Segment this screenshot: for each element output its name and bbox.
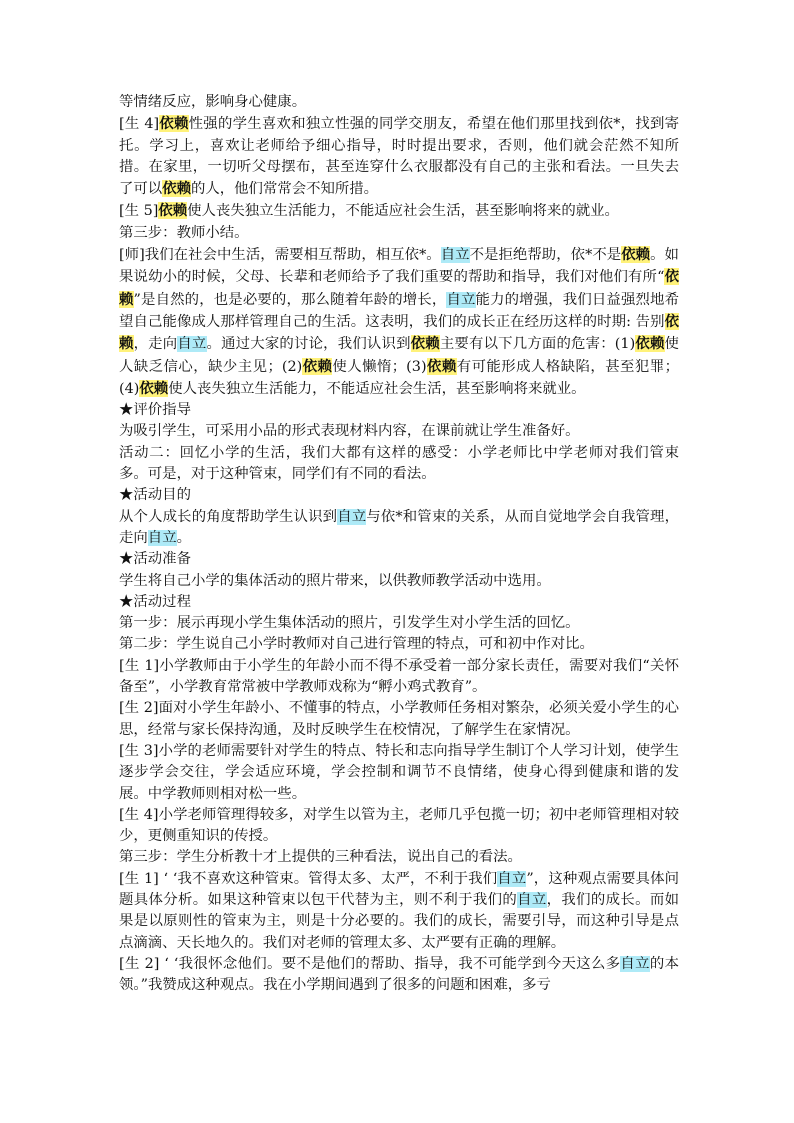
text-run: 第三步：教师小结。 — [119, 224, 249, 241]
text-run: [生 1]小学教师由于小学生的年龄小而不得不承受着一部分家长责任，需要对我们“关怀备至”，小学教育常常被中学教师戏称为“孵小鸡式教育”。 — [119, 657, 679, 696]
highlighted-term: 依赖 — [119, 312, 679, 353]
text-run: 能力的增强，我们日益强烈地希望自己能像成人那样管理自己的生活。这表明，我们的成长正在经历这样的时期: 告别 — [119, 291, 679, 330]
highlighted-term: 自立 — [517, 891, 547, 908]
text-run: [生 3]小学的老师需要针对学生的特点、特长和志向指导学生制订个人学习计划，使学生逐步学会交往，学会适应环境，学会控制和调节不良情绪，使身心得到健康和谐的发展。中学教师则相对松一些。 — [119, 742, 679, 802]
text-run: 主要有以下几方面的危害：(1) — [439, 336, 636, 353]
paragraph — [119, 113, 679, 200]
text-run: 第一步：展示再现小学生集体活动的照片，引发学生对小学生活的回忆。 — [119, 615, 580, 632]
highlighted-term: 依赖 — [426, 357, 457, 375]
highlighted-term: 自立 — [446, 291, 476, 308]
highlighted-term: 自立 — [147, 529, 177, 546]
text-run: ★活动过程 — [119, 593, 191, 610]
highlighted-term: 依赖 — [159, 115, 189, 133]
paragraph — [119, 200, 679, 222]
text-run: ，我们的成长。而如果是以原则性的管束为主，则是十分必要的。我们的成长，需要引导，而这种引导是点点滴滴、天长地久的。我们对老师的管理太多、太严要有正确的理解。 — [119, 891, 679, 951]
text-run: ，走向 — [133, 336, 178, 353]
text-run: 活动二：回忆小学的生活，我们大都有这样的感受：小学老师比中学老师对我们管束多。可是，对于这种管束，同学们有不同的看法。 — [119, 444, 679, 483]
text-run: 的本领。”我赞成这种观点。我在小学期间遇到了很多的问题和困难，多亏 — [119, 955, 679, 994]
paragraph — [119, 698, 679, 741]
text-run: 。 — [176, 529, 191, 546]
highlighted-term: 自立 — [497, 870, 527, 887]
text-run: [生 2]面对小学生年龄小、不懂事的特点，小学教师任务相对繁杂，必须关爱小学生的心思，经常与家长保持沟通，及时反映学生在校情况，了解学生在家情况。 — [119, 700, 679, 738]
text-run: 等情绪反应，影响身心健康。 — [119, 94, 307, 110]
text-run: 与依*和管束的关系，从而自觉地学会自我管理，走向 — [119, 508, 679, 546]
paragraph — [119, 613, 679, 634]
paragraph — [119, 244, 679, 400]
highlighted-term: 依赖 — [410, 335, 440, 353]
paragraph — [119, 741, 679, 805]
text-run: 有可能形成人格缺陷，甚至犯罪；(4) — [119, 358, 679, 397]
text-run: [生 4] — [119, 116, 160, 133]
paragraph — [119, 869, 679, 954]
text-run: 。如果说幼小的时候，父母、长辈和老师给予了我们重要的帮助和指导，我们对他们有所“ — [119, 247, 679, 286]
text-run: 从个人成长的角度帮助学生认识到 — [119, 508, 338, 525]
paragraph — [119, 507, 679, 550]
paragraph — [119, 634, 679, 655]
text-run: 使人丧失独立生活能力，不能适应社会生活，甚至影响将来就业。 — [168, 380, 586, 397]
text-run: ★活动准备 — [119, 551, 191, 568]
highlighted-term: 自立 — [440, 247, 470, 264]
text-run: ★评价指导 — [119, 402, 191, 419]
text-run: 为吸引学生，可采用小品的形式表现材料内容，在课前就让学生准备好。 — [119, 423, 580, 440]
highlighted-term: 依赖 — [158, 202, 188, 220]
text-run: [生 2] ‘ ‘我很怀念他们。要不是他们的帮助、指导，我不可能学到今天这么多 — [119, 955, 621, 972]
text-run: 第二步：学生说自己小学时教师对自己进行管理的特点，可和初中作对比。 — [119, 636, 594, 653]
paragraph — [119, 847, 679, 868]
highlighted-term: 依赖 — [302, 357, 333, 375]
highlighted-term: 依赖 — [139, 379, 169, 397]
highlighted-term: 依赖 — [119, 268, 679, 308]
paragraph — [119, 443, 679, 486]
highlighted-term: 依赖 — [162, 180, 191, 198]
paragraph — [119, 805, 679, 848]
text-run: [生 1] ‘ ‘我不喜欢这种管束。管得太多、太严，不利于我们 — [119, 870, 498, 887]
text-run: [生 4]小学老师管理得较多，对学生以管为主，老师几乎包揽一切；初中老师管理相对较 少，更侧重知识的传授。 — [119, 806, 679, 845]
text-run: 第三步：学生分析教十才上提供的三种看法，说出自己的看法。 — [119, 849, 522, 866]
document-page — [119, 92, 679, 996]
paragraph — [119, 92, 679, 113]
text-run: ”是自然的，也是必要的，那么随着年龄的增长， — [133, 291, 447, 308]
text-run: ★活动目的 — [119, 487, 191, 504]
text-run: [师]我们在社会中生活，需要相互帮助，相互依*。 — [119, 247, 441, 264]
paragraph — [119, 571, 679, 592]
text-run: 使人缺乏信心，缺少主见；(2) — [119, 336, 679, 375]
paragraph — [119, 954, 679, 997]
paragraph — [119, 656, 679, 699]
highlighted-term: 自立 — [337, 508, 367, 525]
paragraph — [119, 400, 679, 421]
highlighted-term: 依赖 — [621, 246, 651, 264]
text-run: 学生将自己小学的集体活动的照片带来，以供教师教学活动中选用。 — [119, 572, 551, 589]
text-run: [生 5] — [119, 203, 159, 220]
highlighted-term: 依赖 — [635, 335, 665, 353]
text-run: 使人丧失独立生活能力，不能适应社会生活，甚至影响将来的就业。 — [187, 203, 619, 220]
paragraph — [119, 421, 679, 442]
text-run: ”，这种观点需要具体问题具体分析。如果这种管束以包干代替为主，则不利于我们的 — [119, 870, 679, 908]
text-run: 性强的学生喜欢和独立性强的同学交朋友，希望在他们那里找到依*，找到寄托。学习上，喜欢让老师给予细心指导，时时提出要求，否则，他们就会茫然不知所措。在家里，一切听父母摆布，甚至连穿什么衣服都没有自己的主张和看法。一旦失去了可以 — [119, 116, 679, 198]
text-run: 的人，他们常常会不知所措。 — [190, 181, 379, 198]
highlighted-term: 自立 — [620, 955, 650, 972]
highlighted-term: 自立 — [177, 336, 207, 353]
paragraph — [119, 223, 679, 244]
paragraph — [119, 549, 679, 570]
paragraph — [119, 592, 679, 613]
text-run: 。通过大家的讨论，我们认识到 — [206, 336, 411, 353]
text-run: 不是拒绝帮助，依*不是 — [469, 247, 622, 264]
text-run: 使人懒惰；(3) — [332, 358, 427, 375]
paragraph — [119, 485, 679, 506]
